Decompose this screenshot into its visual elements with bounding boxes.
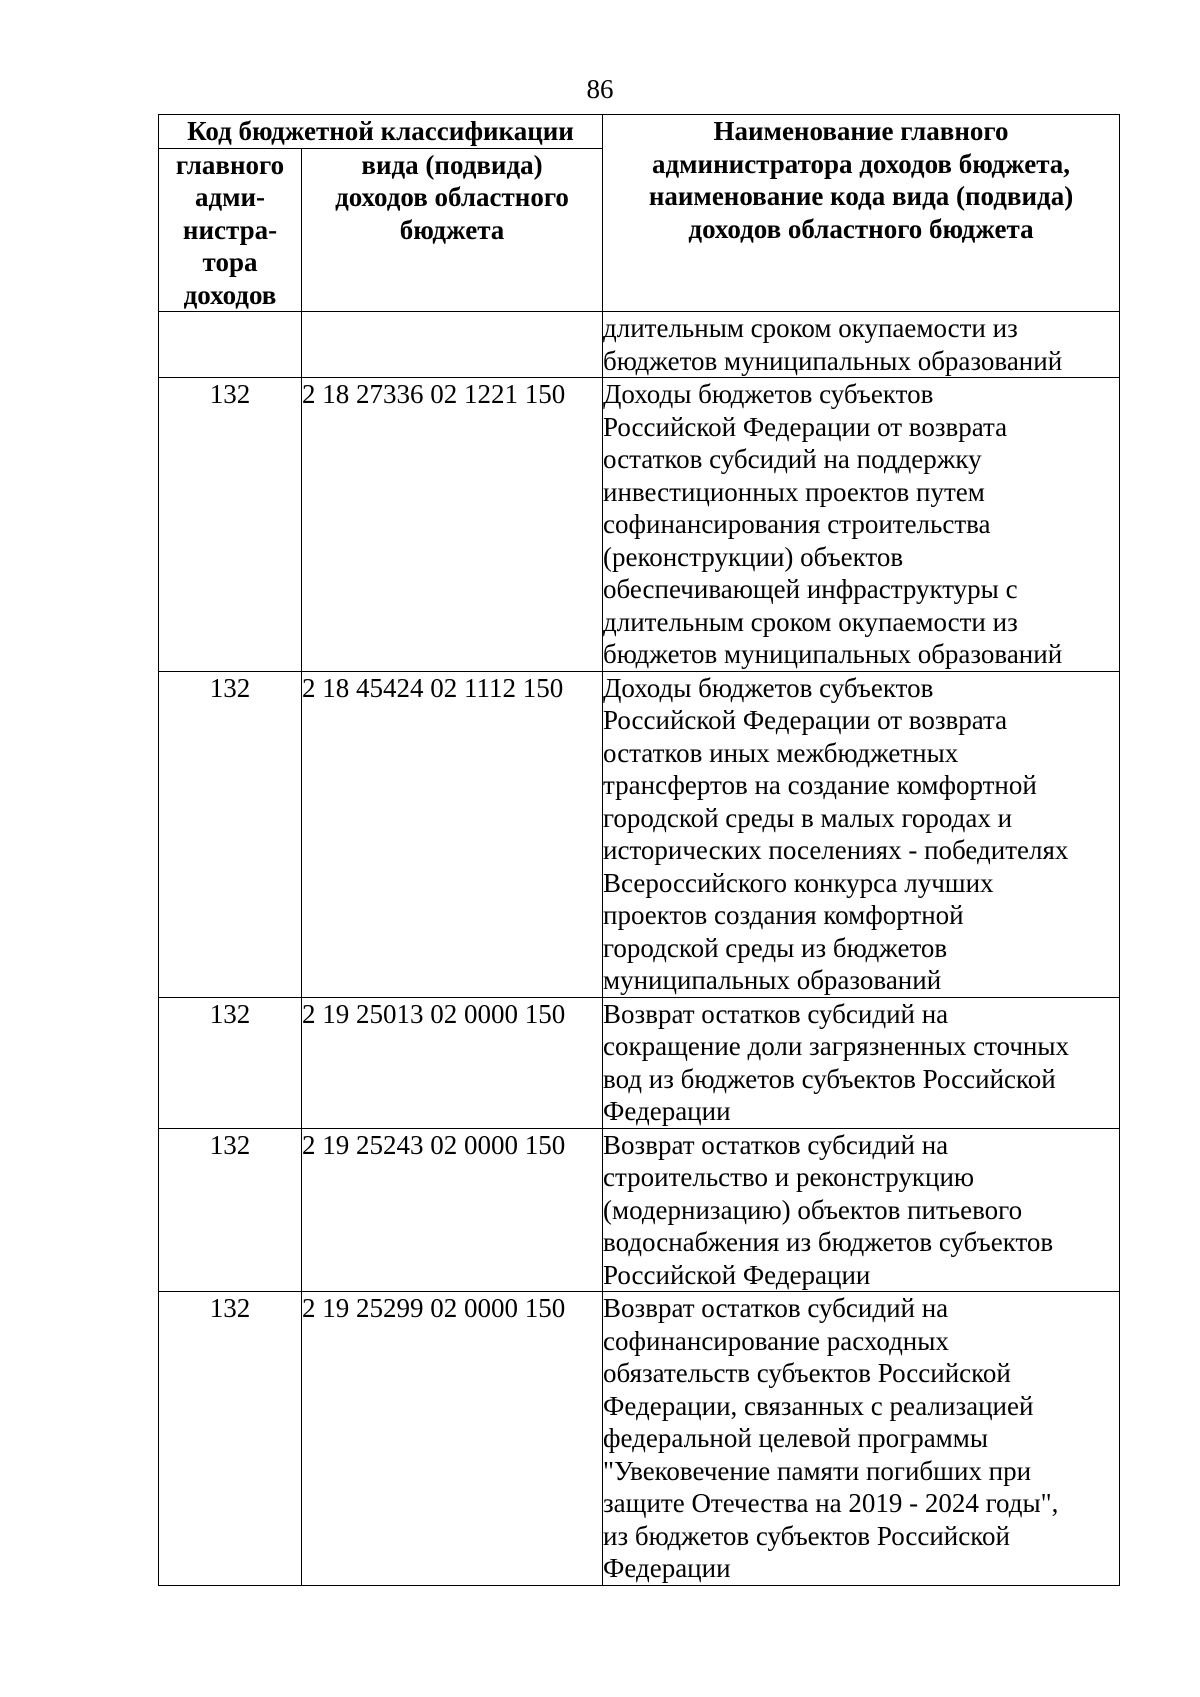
- revenue-name-cell: Возврат остатков субсидий на сокращение доли загрязненных сточных вод из бюджетов субъектов Российской Федерации: [603, 997, 1120, 1128]
- revenue-name-cell: Доходы бюджетов субъектов Российской Федерации от возврата остатков субсидий на поддержку инвестиционных проектов путем софинансирования строительства (реконструкции) объектов обеспечивающей инфраструктуры с длительным сроком окупаемости из бюджетов муниципальных образований: [603, 378, 1120, 672]
- code-group-header: Код бюджетной классификации: [159, 115, 603, 149]
- table-row: [159, 378, 1120, 672]
- revenue-name-cell: Возврат остатков субсидий на софинансирование расходных обязательств субъектов Российской Федерации, связанных с реализацией федеральной целевой программы "Увековечение памяти погибших при защите Отечества на 2019 - 2024 годы", из бюджетов субъектов Российской Федерации: [603, 1292, 1120, 1586]
- page-number: 86: [586, 74, 614, 104]
- admin-code-cell: [159, 312, 302, 378]
- admin-column-header: главного адми- нистра- тора доходов: [159, 148, 302, 312]
- kind-code-cell: 2 19 25013 02 0000 150: [302, 997, 603, 1128]
- table-body: [159, 312, 1120, 1586]
- table-row: [159, 312, 1120, 378]
- admin-code-cell: 132: [159, 1292, 302, 1586]
- kind-code-cell: 2 19 25299 02 0000 150: [302, 1292, 603, 1586]
- kind-code-cell: 2 18 45424 02 1112 150: [302, 671, 603, 997]
- table-row: [159, 997, 1120, 1128]
- kind-column-header: вида (подвида) доходов областного бюджета: [302, 148, 603, 312]
- table-row: [159, 1292, 1120, 1586]
- revenue-name-cell: Доходы бюджетов субъектов Российской Федерации от возврата остатков иных межбюджетных трансфертов на создание комфортной городской среды в малых городах и исторических поселениях - победителях Всероссийского конкурса лучших проектов создания комфортной городской среды из бюджетов муниципальных образований: [603, 671, 1120, 997]
- table-row: [159, 1128, 1120, 1292]
- name-column-header: Наименование главного администратора доходов бюджета, наименование кода вида (подвида) доходов областного бюджета: [603, 115, 1120, 312]
- admin-code-cell: 132: [159, 378, 302, 672]
- kind-code-cell: 2 18 27336 02 1221 150: [302, 378, 603, 672]
- admin-code-cell: 132: [159, 997, 302, 1128]
- admin-code-cell: 132: [159, 671, 302, 997]
- revenue-name-cell: длительным сроком окупаемости из бюджетов муниципальных образований: [603, 312, 1120, 378]
- admin-code-cell: 132: [159, 1128, 302, 1292]
- kind-code-cell: [302, 312, 603, 378]
- budget-classification-table: [158, 114, 1120, 1586]
- table-row: [159, 671, 1120, 997]
- revenue-name-cell: Возврат остатков субсидий на строительство и реконструкцию (модернизацию) объектов питьевого водоснабжения из бюджетов субъектов Российской Федерации: [603, 1128, 1120, 1292]
- kind-code-cell: 2 19 25243 02 0000 150: [302, 1128, 603, 1292]
- table-header: [159, 115, 1120, 312]
